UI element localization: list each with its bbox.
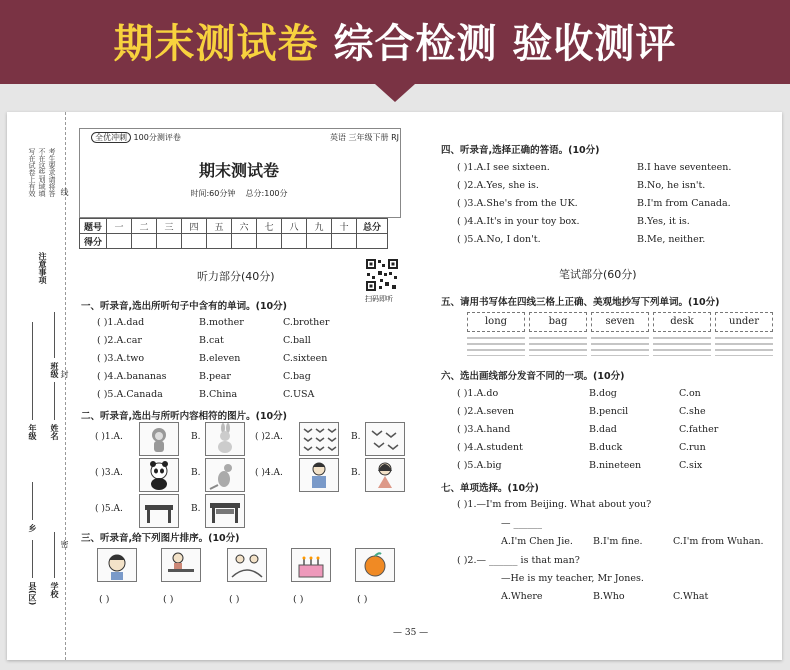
right-column <box>439 112 779 660</box>
kangaroo-picture[interactable] <box>205 458 245 492</box>
q7-item-1-blank[interactable]: — ______ <box>501 518 543 529</box>
score-cell[interactable] <box>282 234 307 249</box>
rabbit-picture[interactable] <box>205 422 245 456</box>
q4-title: 四、听录音,选择正确的答语。(10分) <box>441 145 600 156</box>
q4-option-b[interactable]: B.Yes, it is. <box>637 216 690 227</box>
q7-option-b[interactable]: B.I'm fine. <box>593 536 643 547</box>
q7-option-b[interactable]: B.Who <box>593 591 625 602</box>
girl-picture[interactable] <box>365 458 405 492</box>
series-sub: 100分测评卷 <box>133 133 181 142</box>
writing-lines[interactable] <box>467 336 525 356</box>
q6-option-b[interactable]: B.nineteen <box>589 460 642 471</box>
q7-title: 七、单项选择。(10分) <box>441 483 539 494</box>
exam-time-total <box>69 188 409 199</box>
score-cell[interactable] <box>357 234 388 249</box>
word-card: desk <box>653 312 711 332</box>
q4-option-b[interactable]: B.No, he isn't. <box>637 180 706 191</box>
town-label: 乡 <box>28 524 37 532</box>
score-row-label: 得分 <box>80 234 107 249</box>
child-writing-picture[interactable] <box>161 548 201 582</box>
q6-option-b[interactable]: B.duck <box>589 442 623 453</box>
q3-title: 三、听录音,给下列图片排序。(10分) <box>81 533 240 544</box>
score-header-cell: 五 <box>207 219 232 234</box>
q4-option-b[interactable]: B.I'm from Canada. <box>637 198 731 209</box>
writing-lines[interactable] <box>715 336 773 356</box>
name-label: 姓名 <box>50 424 59 440</box>
q6-option-a[interactable]: ( )4.A.student <box>457 442 523 453</box>
cut-mark-seal: 封 <box>60 370 69 378</box>
score-cell[interactable] <box>157 234 182 249</box>
q2-item-2-label: ( )2.A. <box>255 432 283 442</box>
q1-option-c[interactable]: C.USA <box>283 389 315 400</box>
listening-section-title: 听力部分(40分) <box>197 270 275 283</box>
cut-mark-secret: 密 <box>60 540 69 548</box>
q4-option-a[interactable]: ( )5.A.No, I don't. <box>457 234 541 245</box>
q6-option-c[interactable]: C.six <box>679 460 703 471</box>
qr-label: 扫码即听 <box>365 295 393 303</box>
q4-option-a[interactable]: ( )2.A.Yes, she is. <box>457 180 539 191</box>
q2-item-3-label: ( )3.A. <box>95 468 123 478</box>
notice-line-3: 写在试卷上有效 <box>28 148 36 197</box>
town-line <box>32 482 33 520</box>
score-cell[interactable] <box>132 234 157 249</box>
score-cell[interactable] <box>257 234 282 249</box>
subject-label: 英语 三年级下册 RJ <box>329 133 399 142</box>
q4-option-a[interactable]: ( )4.A.It's in your toy box. <box>457 216 580 227</box>
score-header-cell: 八 <box>282 219 307 234</box>
cut-mark-line: 线 <box>60 188 69 196</box>
birthday-cake-picture[interactable] <box>291 548 331 582</box>
page-number: — 35 — <box>393 628 429 638</box>
table-picture[interactable] <box>205 494 245 528</box>
q1-title: 一、听录音,选出所听句子中含有的单词。(10分) <box>81 301 288 312</box>
q7-option-a[interactable]: A.Where <box>501 591 543 602</box>
monkey-picture[interactable] <box>139 422 179 456</box>
exam-title: 期末测试卷 <box>198 161 279 180</box>
q1-option-c[interactable]: C.sixteen <box>283 353 328 364</box>
word-card: under <box>715 312 773 332</box>
score-header-cell: 十 <box>332 219 357 234</box>
score-header-cell: 六 <box>232 219 257 234</box>
q1-option-b[interactable]: B.cat <box>199 335 224 346</box>
score-table-score-row <box>80 234 388 249</box>
q6-option-c[interactable]: C.father <box>679 424 719 435</box>
q7-option-c[interactable]: C.I'm from Wuhan. <box>673 536 764 547</box>
q5-title: 五、请用书写体在四线三格上正确、美观地抄写下列单词。(10分) <box>441 297 720 308</box>
q6-option-b[interactable]: B.dad <box>589 424 617 435</box>
q4-option-a[interactable]: ( )3.A.She's from the UK. <box>457 198 578 209</box>
q1-option-b[interactable]: B.pear <box>199 371 231 382</box>
q7-option-c[interactable]: C.What <box>673 591 709 602</box>
bird-flock-picture[interactable] <box>299 422 339 456</box>
qr-code-icon[interactable] <box>365 258 399 292</box>
left-column <box>69 112 417 660</box>
q1-option-a[interactable]: ( )2.A.car <box>97 335 142 346</box>
q1-option-a[interactable]: ( )1.A.dad <box>97 317 145 328</box>
q3-blank-5[interactable]: ( ) <box>357 594 368 605</box>
promo-banner <box>0 0 790 84</box>
written-section-title: 笔试部分(60分) <box>559 268 637 281</box>
q4-option-b[interactable]: B.Me, neither. <box>637 234 706 245</box>
q2-item-4-b: B. <box>351 468 361 478</box>
score-cell[interactable] <box>332 234 357 249</box>
series-name: 全优冲刺 <box>91 132 131 143</box>
score-header-cell: 一 <box>107 219 132 234</box>
q6-option-b[interactable]: B.dog <box>589 388 617 399</box>
score-header-cell: 三 <box>157 219 182 234</box>
q1-option-a[interactable]: ( )3.A.two <box>97 353 145 364</box>
q3-blank-4[interactable]: ( ) <box>293 594 304 605</box>
banner-title-highlight: 期末测试卷 <box>113 21 319 67</box>
q1-option-b[interactable]: B.mother <box>199 317 244 328</box>
boy-face-picture[interactable] <box>97 548 137 582</box>
q2-item-3-b: B. <box>191 468 201 478</box>
q1-option-c[interactable]: C.brother <box>283 317 330 328</box>
q1-option-c[interactable]: C.ball <box>283 335 311 346</box>
q6-option-c[interactable]: C.she <box>679 406 706 417</box>
q6-option-a[interactable]: ( )5.A.big <box>457 460 502 471</box>
score-cell[interactable] <box>182 234 207 249</box>
q3-blank-2[interactable]: ( ) <box>163 594 174 605</box>
q1-option-c[interactable]: C.bag <box>283 371 311 382</box>
writing-lines[interactable] <box>591 336 649 356</box>
exam-total: 总分:100分 <box>245 189 288 198</box>
banner-pointer <box>375 84 415 102</box>
q2-item-1-label: ( )1.A. <box>95 432 123 442</box>
q2-item-5-label: ( )5.A. <box>95 504 123 514</box>
name-line <box>54 382 55 420</box>
county-line <box>32 540 33 578</box>
notice-line-1: 考生要求请将答 <box>48 148 56 197</box>
q2-item-5-b: B. <box>191 504 201 514</box>
county-label: 县(区) <box>28 582 37 606</box>
q3-blank-3[interactable]: ( ) <box>229 594 240 605</box>
notice-label: 注意事项 <box>38 252 47 284</box>
series-badge <box>91 132 181 143</box>
q6-option-a[interactable]: ( )3.A.hand <box>457 424 511 435</box>
q7-item-2-line: —He is my teacher, Mr Jones. <box>501 573 644 584</box>
q1-option-b[interactable]: B.China <box>199 389 238 400</box>
score-cell[interactable] <box>207 234 232 249</box>
notice-line-2: 不在这些划域填 <box>38 148 46 197</box>
score-header-cell: 二 <box>132 219 157 234</box>
q2-item-4-label: ( )4.A. <box>255 468 283 478</box>
class-label: 班级 <box>50 362 59 378</box>
q6-title: 六、选出画线部分发音不同的一项。(10分) <box>441 371 625 382</box>
word-card: long <box>467 312 525 332</box>
q1-option-b[interactable]: B.eleven <box>199 353 241 364</box>
q1-option-a[interactable]: ( )5.A.Canada <box>97 389 163 400</box>
q6-option-c[interactable]: C.run <box>679 442 706 453</box>
q4-option-a[interactable]: ( )1.A.I see sixteen. <box>457 162 550 173</box>
q1-option-a[interactable]: ( )4.A.bananas <box>97 371 167 382</box>
score-header-cell: 题号 <box>80 219 107 234</box>
score-table <box>79 218 388 249</box>
school-label: 学校 <box>50 582 59 598</box>
school-line <box>54 532 55 578</box>
score-header-cell: 九 <box>307 219 332 234</box>
grade-line <box>32 322 33 420</box>
q3-blank-1[interactable]: ( ) <box>99 594 110 605</box>
orange-picture[interactable] <box>355 548 395 582</box>
word-card: bag <box>529 312 587 332</box>
q6-option-a[interactable]: ( )1.A.do <box>457 388 499 399</box>
exam-time: 时间:60分钟 <box>190 189 236 198</box>
class-line <box>54 312 55 358</box>
score-header-cell: 总分 <box>357 219 388 234</box>
writing-lines[interactable] <box>529 336 587 356</box>
score-table-header-row <box>80 219 388 234</box>
children-playing-picture[interactable] <box>227 548 267 582</box>
binding-margin <box>7 112 69 660</box>
grade-label: 年级 <box>28 424 37 440</box>
panda-picture[interactable] <box>139 458 179 492</box>
boy-picture[interactable] <box>299 458 339 492</box>
score-cell[interactable] <box>307 234 332 249</box>
word-card: seven <box>591 312 649 332</box>
score-cell[interactable] <box>107 234 132 249</box>
banner-title-rest: 综合检测 验收测评 <box>333 21 677 67</box>
q6-option-c[interactable]: C.on <box>679 388 701 399</box>
score-cell[interactable] <box>232 234 257 249</box>
exam-paper <box>7 112 782 660</box>
q7-item-2-question: ( )2.— ______ is that man? <box>457 555 580 566</box>
q6-option-b[interactable]: B.pencil <box>589 406 629 417</box>
q2-item-2-b: B. <box>351 432 361 442</box>
q2-title: 二、听录音,选出与所听内容相符的图片。(10分) <box>81 411 288 422</box>
desk-picture[interactable] <box>139 494 179 528</box>
birds-picture[interactable] <box>365 422 405 456</box>
score-header-cell: 四 <box>182 219 207 234</box>
q4-option-b[interactable]: B.I have seventeen. <box>637 162 732 173</box>
q7-option-a[interactable]: A.I'm Chen Jie. <box>501 536 573 547</box>
writing-lines[interactable] <box>653 336 711 356</box>
q2-item-1-b: B. <box>191 432 201 442</box>
score-header-cell: 七 <box>257 219 282 234</box>
banner-title <box>0 12 790 69</box>
q7-item-1-question: ( )1.—I'm from Beijing. What about you? <box>457 499 652 510</box>
q6-option-a[interactable]: ( )2.A.seven <box>457 406 514 417</box>
